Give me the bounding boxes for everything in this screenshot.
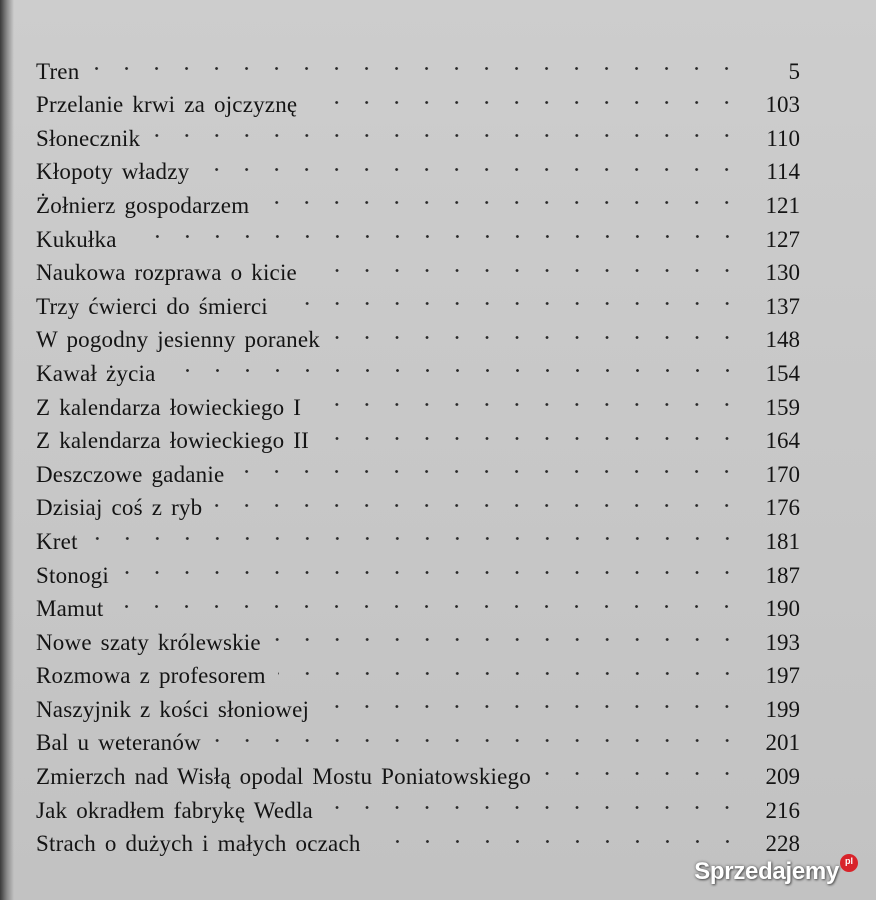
toc-entry-title: Deszczowe gadanie [36,461,225,487]
dot-leader [210,482,742,516]
toc-entry-title: Kłopoty władzy [36,159,190,185]
toc-entry-page-number: 164 [765,428,800,454]
toc-entry-page-number: 181 [765,528,800,554]
toc-entry-page-number: 209 [765,764,800,790]
toc-entry-page-number: 5 [788,58,800,84]
toc-entry-title: Stonogi [36,562,109,588]
toc-entry-title: Jak okradłem fabrykę Wedla [36,797,313,823]
dot-leader [317,415,742,449]
dot-leader [317,683,742,717]
dot-leader [86,515,742,549]
watermark-badge-icon [840,854,858,872]
toc-entry-page-number: 114 [766,159,800,185]
toc-entry-page-number: 110 [766,125,800,151]
toc-entry-18 [36,616,800,655]
toc-entry-4 [36,146,800,185]
toc-entry-3 [36,112,800,151]
toc-entry-title: Kret [36,528,78,554]
table-of-contents [36,45,800,857]
sprzedajemy-watermark-logo [694,858,858,886]
toc-entry-title: Kawał życia [36,360,156,386]
toc-entry-page-number: 193 [765,629,800,655]
toc-entry-title: Tren [36,58,80,84]
toc-entry-title: Kukułka [36,226,117,252]
toc-entry-page-number: 190 [765,596,800,622]
toc-entry-page-number: 201 [765,730,800,756]
dot-leader [164,347,743,381]
toc-entry-title: Mamut [36,596,104,622]
dot-leader [276,280,742,314]
dot-leader [274,650,742,684]
toc-entry-title: Strach o dużych i małych oczach [36,831,361,857]
toc-entry-title: Słonecznik [36,125,141,151]
toc-entry-page-number: 187 [765,562,800,588]
toc-entry-15 [36,515,800,554]
dot-leader [197,146,742,180]
toc-entry-6 [36,213,800,252]
toc-entry-title: Przelanie krwi za ojczyznę [36,92,298,118]
toc-entry-page-number: 130 [765,260,800,286]
toc-entry-page-number: 154 [765,360,800,386]
dot-leader [305,79,742,113]
toc-entry-page-number: 170 [765,461,800,487]
toc-entry-page-number: 216 [765,797,800,823]
watermark-badge-text: pl [845,856,853,866]
toc-entry-page-number: 148 [765,327,800,353]
dot-leader [257,179,742,213]
page-binding-shadow [0,0,14,900]
toc-entry-title: Naukowa rozprawa o kicie [36,260,297,286]
dot-leader [309,381,742,415]
toc-entry-title: Z kalendarza łowieckiego II [36,428,310,454]
dot-leader [148,112,742,146]
toc-entry-page-number: 199 [765,696,800,722]
dot-leader [125,213,742,247]
watermark-text: Sprzedajemy [694,858,839,885]
toc-entry-page-number: 127 [765,226,800,252]
toc-entry-page-number: 137 [765,293,800,319]
toc-entry-title: W pogodny jesienny poranek [36,327,320,353]
dot-leader [539,750,742,784]
dot-leader [305,247,742,281]
toc-entry-16 [36,549,800,588]
toc-entry-title: Rozmowa z profesorem [36,663,266,689]
toc-entry-2 [36,79,800,118]
toc-entry-title: Nowe szaty królewskie [36,629,261,655]
toc-entry-page-number: 121 [765,192,800,218]
toc-entry-page-number: 228 [765,831,800,857]
toc-entry-17 [36,583,800,622]
dot-leader [321,784,742,818]
toc-entry-page-number: 159 [765,394,800,420]
dot-leader [369,818,742,852]
toc-entry-1 [36,45,800,84]
toc-entry-page-number: 103 [765,92,800,118]
toc-entry-title: Dzisiaj coś z ryb [36,495,203,521]
dot-leader [111,583,742,617]
dot-leader [232,448,742,482]
toc-entry-title: Z kalendarza łowieckiego I [36,394,302,420]
dot-leader [117,549,742,583]
toc-entry-title: Trzy ćwierci do śmierci [36,293,268,319]
toc-entry-7 [36,247,800,286]
dot-leader [328,314,742,348]
dot-leader [87,45,742,79]
toc-entry-page-number: 197 [765,663,800,689]
dot-leader [209,717,742,751]
toc-entry-title: Naszyjnik z kości słoniowej [36,696,310,722]
toc-entry-page-number: 176 [765,495,800,521]
dot-leader [269,616,742,650]
toc-entry-title: Bal u weteranów [36,730,201,756]
toc-entry-title: Zmierzch nad Wisłą opodal Mostu Poniatowskiego [36,764,531,790]
toc-entry-title: Żołnierz gospodarzem [36,192,250,218]
